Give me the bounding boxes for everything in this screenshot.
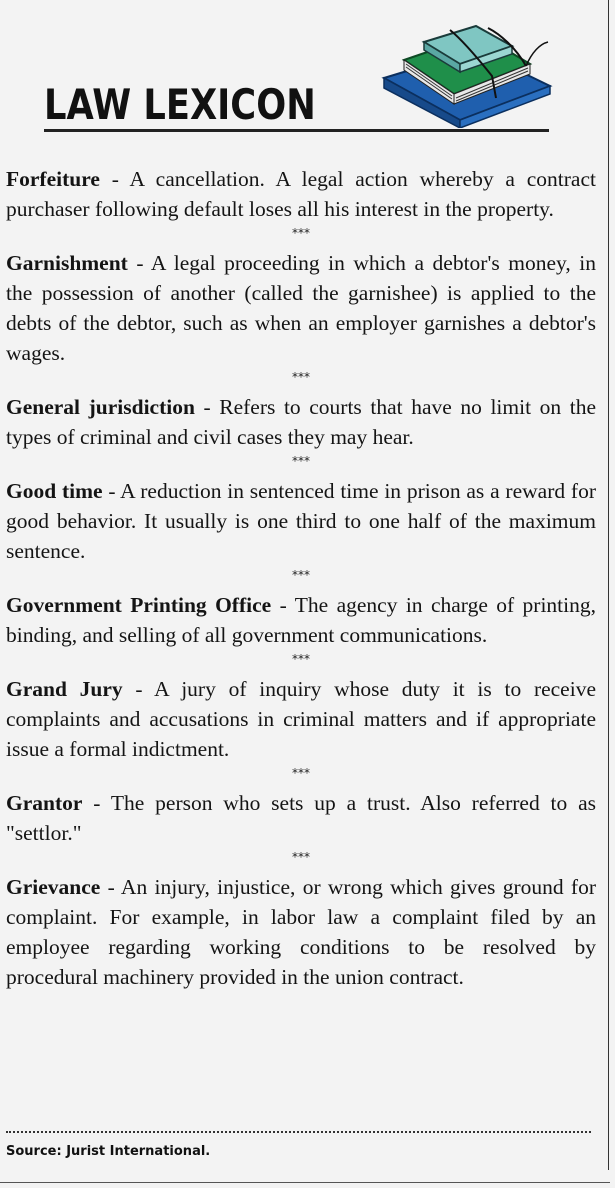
entry-separator: *** — [292, 766, 310, 780]
entry-term: General jurisdiction — [6, 395, 195, 419]
entry-term: Grievance — [6, 875, 101, 899]
entry-definition: - An injury, injustice, or wrong which gives ground for complaint. For example, in labor law a complaint filed by an employee regarding working conditions to be resolved by procedural machinery provided in the union contract. — [6, 875, 596, 989]
definition-entry — [6, 674, 596, 764]
entry-separator: *** — [292, 226, 310, 240]
entry-term: Forfeiture — [6, 167, 100, 191]
definition-entry — [6, 392, 596, 452]
definitions-list — [6, 164, 596, 992]
entry-term: Government Printing Office — [6, 593, 272, 617]
title-underline — [44, 129, 549, 132]
entry-term: Grand Jury — [6, 677, 123, 701]
definition-entry — [6, 164, 596, 224]
definition-entry — [6, 476, 596, 566]
footer-divider — [6, 1131, 591, 1133]
entry-separator: *** — [292, 370, 310, 384]
page-title: LAW LEXICON — [44, 80, 316, 129]
masthead — [0, 0, 608, 150]
page-bottom-rule — [0, 1182, 610, 1183]
entry-definition: - A legal proceeding in which a debtor's money, in the possession of another (called the garnishee) is applied to the debts of the debtor, such as when an employer garnishes a debtor's wages. — [6, 251, 596, 365]
entry-definition: - A reduction in sentenced time in prison as a reward for good behavior. It usually is one third to one half of the maximum sentence. — [6, 479, 596, 563]
entry-term: Garnishment — [6, 251, 128, 275]
entry-separator: *** — [292, 568, 310, 582]
column-rule — [608, 0, 609, 1170]
entry-definition: - A jury of inquiry whose duty it is to receive complaints and accusations in criminal matters and if appropriate issue a formal indictment. — [6, 677, 596, 761]
entry-separator: *** — [292, 454, 310, 468]
entry-definition: - Refers to courts that have no limit on the types of criminal and civil cases they may hear. — [6, 395, 596, 449]
entry-definition: - The person who sets up a trust. Also referred to as "settlor." — [6, 791, 596, 845]
entry-separator: *** — [292, 652, 310, 666]
definition-entry — [6, 248, 596, 368]
definition-entry — [6, 788, 596, 848]
entry-term: Good time — [6, 479, 103, 503]
entry-term: Grantor — [6, 791, 83, 815]
source-credit: Source: Jurist International. — [6, 1144, 211, 1159]
stacked-law-books-icon — [380, 8, 555, 128]
entry-definition: - A cancellation. A legal action whereby a contract purchaser following default loses all his interest in the property. — [6, 167, 596, 221]
definition-entry — [6, 872, 596, 992]
entry-separator: *** — [292, 850, 310, 864]
entry-definition: - The agency in charge of printing, binding, and selling of all government communications. — [6, 593, 597, 647]
definition-entry — [6, 590, 596, 650]
